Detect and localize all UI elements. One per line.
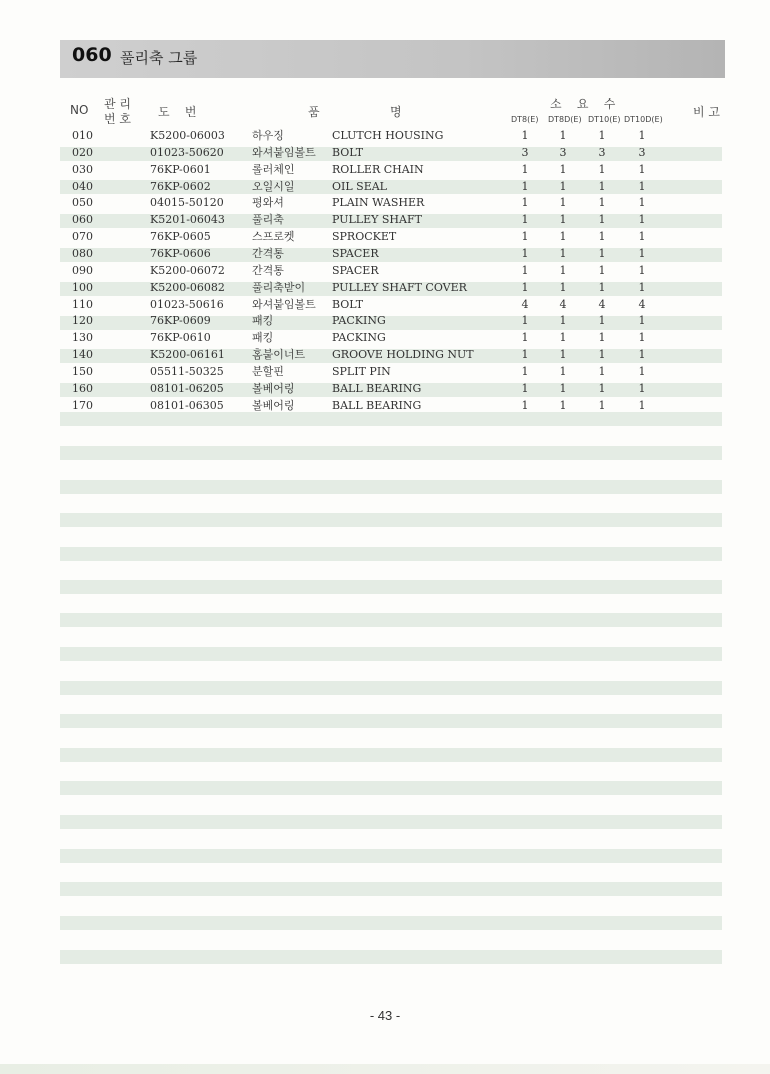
row-qty: 1	[559, 398, 567, 412]
row-qty: 1	[598, 129, 606, 142]
row-no: 030	[72, 162, 93, 176]
row-qty: 1	[638, 314, 646, 328]
row-qty: 1	[521, 213, 529, 227]
row-qty: 1	[598, 331, 606, 345]
row-korean-name: 오일시일	[252, 179, 295, 193]
row-qty: 1	[559, 246, 567, 260]
row-qty: 1	[559, 179, 567, 193]
row-english-name: BALL BEARING	[332, 381, 422, 395]
row-english-name: SPACER	[332, 263, 379, 277]
row-qty: 1	[638, 381, 646, 395]
row-english-name: SPACER	[332, 246, 379, 260]
row-korean-name: 패킹	[252, 314, 274, 328]
row-qty: 1	[638, 364, 646, 378]
row-part-number: 08101-06205	[150, 381, 224, 395]
row-part-number: 76KP-0610	[150, 331, 211, 345]
row-part-number: 76KP-0606	[150, 246, 211, 260]
row-korean-name: 홈붙이너트	[252, 348, 306, 362]
row-no: 130	[72, 331, 93, 345]
row-qty: 1	[559, 381, 567, 395]
section-title: 풀리축 그룹	[120, 49, 198, 67]
row-qty: 3	[521, 145, 529, 159]
row-qty: 1	[559, 213, 567, 227]
row-korean-name: 하우징	[252, 129, 284, 142]
row-part-number: K5201-06043	[150, 213, 225, 227]
stripe-band	[60, 781, 722, 795]
row-qty: 4	[559, 297, 567, 311]
stripe-band	[60, 513, 722, 527]
row-no: 160	[72, 381, 93, 395]
row-qty: 1	[598, 314, 606, 328]
col-qty-model-2: DT8D(E)	[548, 115, 582, 124]
row-qty: 4	[598, 297, 606, 311]
row-qty: 1	[521, 331, 529, 345]
row-qty: 1	[598, 230, 606, 244]
col-name-left: 품	[308, 105, 320, 119]
col-qty-model-3: DT10(E)	[588, 115, 621, 124]
stripe-band	[60, 412, 722, 426]
stripe-band	[60, 647, 722, 661]
row-qty: 1	[598, 381, 606, 395]
row-part-number: K5200-06161	[150, 348, 225, 362]
row-qty: 1	[598, 348, 606, 362]
row-part-number: 05511-50325	[150, 364, 224, 378]
row-no: 010	[72, 129, 93, 142]
row-qty: 1	[521, 196, 529, 210]
row-part-number: 08101-06305	[150, 398, 224, 412]
row-no: 050	[72, 196, 93, 210]
row-qty: 1	[638, 280, 646, 294]
row-part-number: 76KP-0601	[150, 162, 211, 176]
row-qty: 3	[598, 145, 606, 159]
col-remarks: 비 고	[693, 105, 720, 119]
stripe-band	[60, 580, 722, 594]
row-korean-name: 스프로켓	[252, 230, 295, 244]
row-no: 140	[72, 348, 93, 362]
row-english-name: ROLLER CHAIN	[332, 162, 424, 176]
row-part-number: 01023-50620	[150, 145, 224, 159]
row-korean-name: 볼베어링	[252, 398, 295, 412]
row-part-number: 01023-50616	[150, 297, 224, 311]
row-qty: 1	[521, 263, 529, 277]
row-no: 110	[72, 297, 93, 311]
row-qty: 1	[559, 364, 567, 378]
row-qty: 1	[638, 398, 646, 412]
page-number: - 43 -	[369, 1008, 401, 1023]
row-qty: 1	[559, 331, 567, 345]
row-english-name: SPROCKET	[332, 230, 397, 244]
row-no: 040	[72, 179, 93, 193]
row-no: 060	[72, 213, 93, 227]
row-qty: 1	[598, 162, 606, 176]
stripe-band	[60, 613, 722, 627]
row-qty: 1	[521, 129, 529, 142]
row-no: 090	[72, 263, 93, 277]
row-qty: 4	[638, 297, 646, 311]
col-qty-model-1: DT8(E)	[511, 115, 539, 124]
row-qty: 1	[638, 331, 646, 345]
col-no: NO	[70, 103, 89, 117]
row-korean-name: 간격통	[252, 263, 284, 277]
stripe-band	[60, 748, 722, 762]
row-qty: 1	[559, 129, 567, 142]
row-qty: 1	[559, 280, 567, 294]
row-qty: 4	[521, 297, 529, 311]
row-korean-name: 간격통	[252, 246, 284, 260]
row-korean-name: 와셔붙임볼트	[252, 297, 316, 311]
row-part-number: K5200-06082	[150, 280, 225, 294]
row-part-number: K5200-06072	[150, 263, 225, 277]
col-part-no: 도 번	[158, 105, 197, 119]
row-qty: 1	[521, 179, 529, 193]
stripe-band	[60, 681, 722, 695]
row-qty: 1	[559, 263, 567, 277]
col-name-right: 명	[390, 105, 402, 119]
stripe-band	[60, 916, 722, 930]
row-english-name: OIL SEAL	[332, 179, 387, 193]
row-korean-name: 롤러체인	[252, 162, 295, 176]
row-no: 070	[72, 230, 93, 244]
row-korean-name: 평와셔	[252, 196, 284, 210]
row-part-number: 76KP-0602	[150, 179, 211, 193]
row-no: 100	[72, 280, 93, 294]
bottom-border	[0, 1064, 770, 1074]
row-qty: 1	[638, 230, 646, 244]
col-qty-model-4: DT10D(E)	[624, 115, 663, 124]
row-english-name: PLAIN WASHER	[332, 196, 425, 210]
row-no: 150	[72, 364, 93, 378]
row-english-name: SPLIT PIN	[332, 364, 391, 378]
row-qty: 1	[638, 246, 646, 260]
row-qty: 1	[521, 398, 529, 412]
row-qty: 1	[559, 314, 567, 328]
row-qty: 1	[638, 213, 646, 227]
row-qty: 1	[638, 348, 646, 362]
row-qty: 1	[598, 398, 606, 412]
row-korean-name: 분할핀	[252, 364, 284, 378]
row-qty: 1	[598, 263, 606, 277]
row-no: 080	[72, 246, 93, 260]
row-qty: 1	[521, 230, 529, 244]
row-qty: 1	[638, 162, 646, 176]
row-qty: 1	[521, 280, 529, 294]
row-qty: 1	[521, 364, 529, 378]
row-korean-name: 볼베어링	[252, 381, 295, 395]
stripe-band	[60, 849, 722, 863]
row-no: 120	[72, 314, 93, 328]
row-qty: 1	[638, 179, 646, 193]
stripe-band	[60, 882, 722, 896]
row-qty: 1	[638, 129, 646, 142]
row-qty: 3	[559, 145, 567, 159]
row-korean-name: 와셔붙임볼트	[252, 145, 316, 159]
row-qty: 1	[598, 196, 606, 210]
row-qty: 1	[521, 381, 529, 395]
row-english-name: PULLEY SHAFT	[332, 213, 422, 227]
row-korean-name: 패킹	[252, 331, 274, 345]
stripe-band	[60, 446, 722, 460]
row-qty: 1	[521, 348, 529, 362]
row-korean-name: 풀리축받이	[252, 280, 306, 294]
row-qty: 1	[559, 196, 567, 210]
col-qty-title: 소 요 수	[550, 97, 616, 111]
row-qty: 1	[638, 263, 646, 277]
row-korean-name: 풀리축	[252, 213, 284, 227]
col-mgmt-line2: 번 호	[104, 112, 131, 126]
row-english-name: PACKING	[332, 314, 386, 328]
row-part-number: 76KP-0609	[150, 314, 211, 328]
row-part-number: 76KP-0605	[150, 230, 211, 244]
row-qty: 1	[559, 348, 567, 362]
row-english-name: BOLT	[332, 145, 364, 159]
row-no: 020	[72, 145, 93, 159]
col-mgmt-line1: 관 리	[104, 97, 131, 111]
row-english-name: PACKING	[332, 331, 386, 345]
row-qty: 1	[598, 364, 606, 378]
row-english-name: BOLT	[332, 297, 364, 311]
row-english-name: CLUTCH HOUSING	[332, 129, 444, 142]
row-qty: 1	[521, 246, 529, 260]
row-part-number: K5200-06003	[150, 129, 225, 142]
stripe-band	[60, 714, 722, 728]
row-qty: 1	[598, 246, 606, 260]
row-qty: 1	[521, 314, 529, 328]
row-english-name: GROOVE HOLDING NUT	[332, 348, 474, 362]
row-qty: 1	[598, 179, 606, 193]
row-qty: 1	[598, 213, 606, 227]
row-part-number: 04015-50120	[150, 196, 224, 210]
row-qty: 1	[559, 230, 567, 244]
row-english-name: BALL BEARING	[332, 398, 422, 412]
stripe-band	[60, 815, 722, 829]
row-qty: 1	[559, 162, 567, 176]
stripe-band	[60, 547, 722, 561]
row-qty: 1	[638, 196, 646, 210]
section-code: 060	[72, 44, 112, 66]
stripe-band	[60, 480, 722, 494]
row-qty: 1	[521, 162, 529, 176]
row-no: 170	[72, 398, 93, 412]
row-qty: 3	[638, 145, 646, 159]
stripe-band	[60, 950, 722, 964]
row-qty: 1	[598, 280, 606, 294]
row-english-name: PULLEY SHAFT COVER	[332, 280, 467, 294]
